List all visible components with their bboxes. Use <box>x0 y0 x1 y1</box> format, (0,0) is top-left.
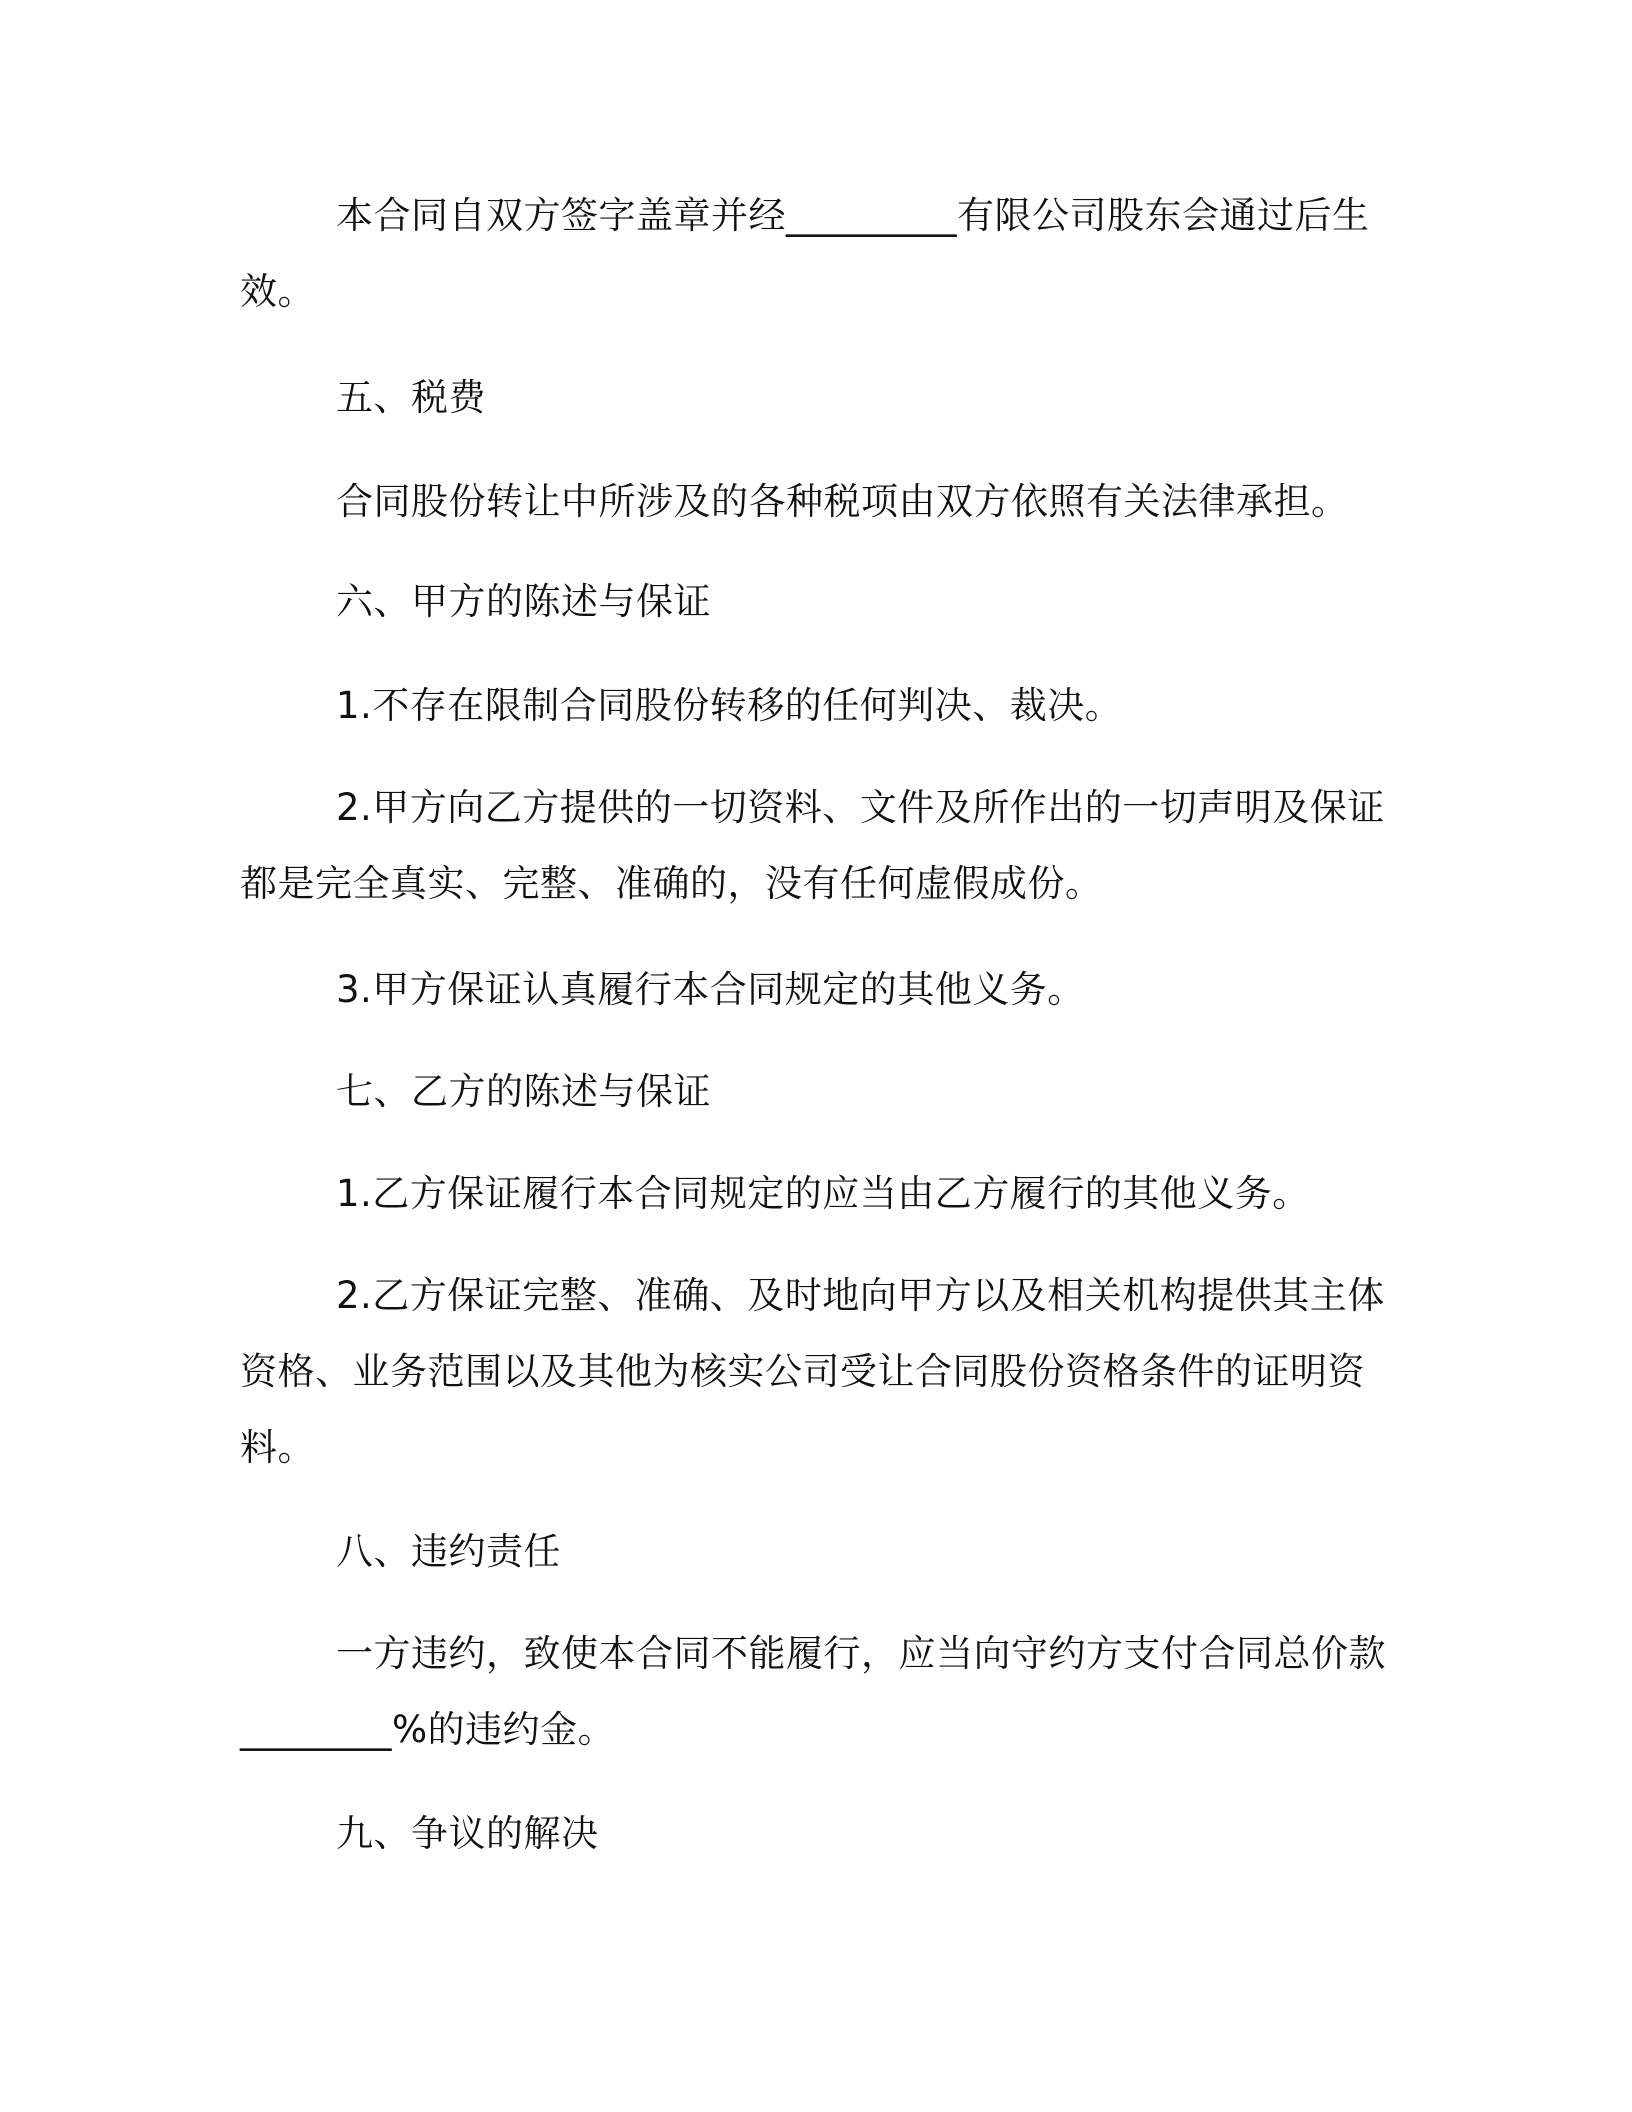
paragraph-party-b-item-1: 1.乙方保证履行本合同规定的应当由乙方履行的其他义务。 <box>336 1172 1310 1215</box>
paragraph-contract-effective: 本合同自双方签字盖章并经_________有限公司股东会通过后生效。 <box>240 194 1370 313</box>
paragraph-party-b-item-2: 2.乙方保证完整、准确、及时地向甲方以及相关机构提供其主体资格、业务范围以及其他为核实公司受让合同股份资格条件的证明资料。 <box>240 1274 1385 1469</box>
paragraph-party-a-item-1: 1.不存在限制合同股份转移的任何判决、裁决。 <box>336 684 1123 727</box>
paragraph-party-a-item-3: 3.甲方保证认真履行本合同规定的其他义务。 <box>336 968 1085 1011</box>
paragraph-breach-liability: 一方违约，致使本合同不能履行，应当向守约方支付合同总价款________%的违约金。 <box>240 1632 1386 1751</box>
heading-party-b-warranties: 七、乙方的陈述与保证 <box>336 1070 711 1113</box>
heading-taxes: 五、税费 <box>336 376 486 419</box>
paragraph-party-a-item-2: 2.甲方向乙方提供的一切资料、文件及所作出的一切声明及保证都是完全真实、完整、准确的，没有任何虚假成份。 <box>240 786 1385 905</box>
heading-breach-liability: 八、违约责任 <box>336 1530 561 1573</box>
heading-dispute-resolution: 九、争议的解决 <box>336 1812 599 1855</box>
paragraph-taxes: 合同股份转让中所涉及的各种税项由双方依照有关法律承担。 <box>336 480 1349 523</box>
heading-party-a-warranties: 六、甲方的陈述与保证 <box>336 580 711 623</box>
